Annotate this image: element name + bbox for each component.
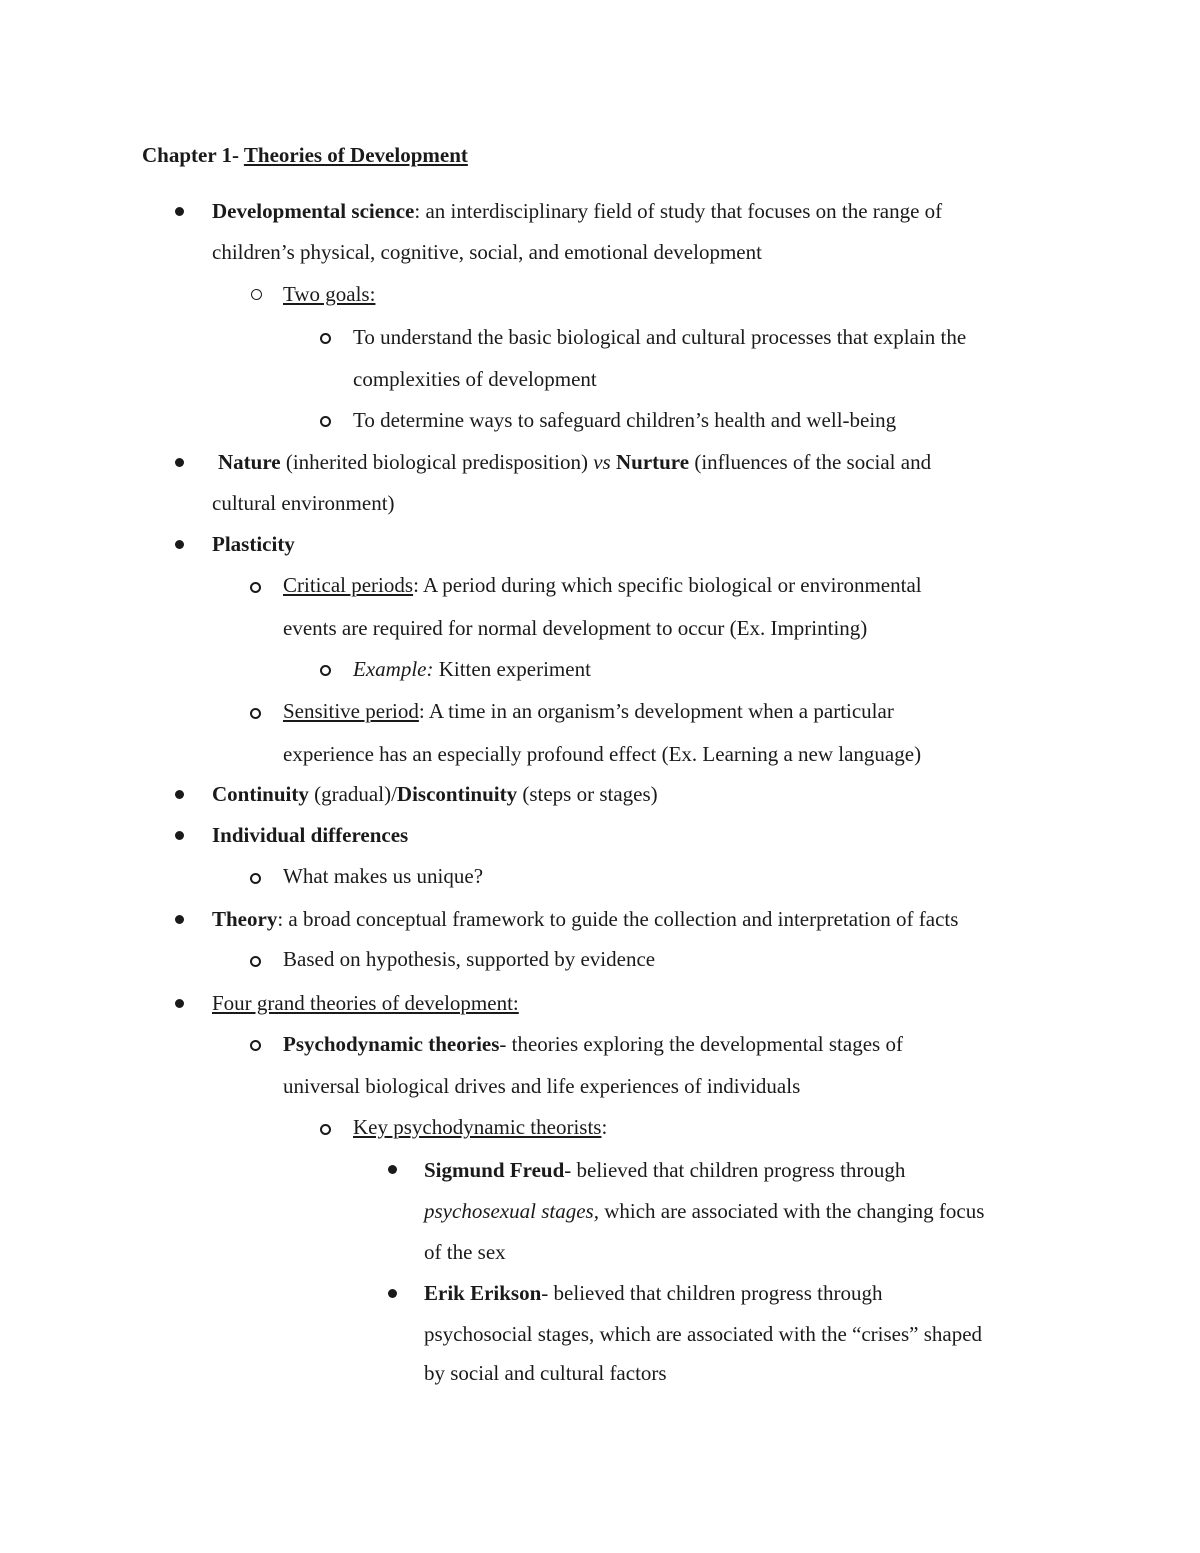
definition-text: of the sex <box>424 1240 506 1264</box>
subheading-four-grand-theories: Four grand theories of development: <box>212 991 519 1015</box>
list-item-sensitive-period <box>283 691 894 732</box>
bullet-circle-icon <box>320 333 331 344</box>
item-text: What makes us unique? <box>283 864 484 888</box>
goal-text: To determine ways to safeguard children’s health and well-being <box>353 408 897 432</box>
list-item-hypothesis <box>283 939 655 980</box>
bullet-hollow-circle-icon <box>251 289 262 300</box>
bullet-dot-icon <box>175 831 184 840</box>
definition-text: experience has an especially profound effect (Ex. Learning a new language) <box>283 742 922 766</box>
theorist-erikson: Erik Erikson <box>424 1281 542 1305</box>
term-nurture: Nurture <box>615 450 690 474</box>
list-item-continuation <box>283 608 867 649</box>
definition-text: universal biological drives and life experiences of individuals <box>283 1074 801 1098</box>
subheading-two-goals: Two goals: <box>283 282 376 306</box>
list-item-example <box>353 649 591 690</box>
list-item-continuation <box>424 1232 506 1273</box>
list-item-continuation <box>424 1191 984 1232</box>
term-nature: Nature <box>218 450 281 474</box>
definition-text: - believed that children progress through <box>541 1281 883 1305</box>
list-item-continuation <box>212 232 762 273</box>
definition-text: (influences of the social and <box>689 450 932 474</box>
bullet-circle-icon <box>250 873 261 884</box>
term-plasticity: Plasticity <box>212 532 295 556</box>
item-text: Based on hypothesis, supported by evidence <box>283 947 656 971</box>
definition-text: by social and cultural factors <box>424 1361 667 1385</box>
definition-text: : A period during which specific biological or environmental <box>413 573 922 597</box>
definition-text: : a broad conceptual framework to guide the collection and interpretation of facts <box>277 907 959 931</box>
colon: : <box>601 1115 608 1139</box>
definition-text: (gradual)/ <box>308 782 397 806</box>
list-item-continuity <box>212 774 658 815</box>
term-discontinuity: Discontinuity <box>396 782 518 806</box>
definition-text: children’s physical, cognitive, social, and emotional development <box>212 240 762 264</box>
list-item-continuation <box>283 1066 800 1107</box>
list-item-continuation <box>353 359 597 400</box>
bullet-circle-icon <box>320 416 331 427</box>
bullet-dot-icon <box>175 207 184 216</box>
bullet-dot-icon <box>175 790 184 799</box>
definition-text: - theories exploring the developmental stages of <box>499 1032 903 1056</box>
definition-text: : an interdisciplinary field of study that focuses on the range of <box>414 199 943 223</box>
list-item-erikson <box>424 1273 882 1314</box>
chapter-number: Chapter 1- <box>142 143 244 167</box>
list-item-goal-1 <box>353 317 966 358</box>
definition-text: : A time in an organism’s development when a particular <box>418 699 894 723</box>
subheading-key-theorists: Key psychodynamic theorists <box>353 1115 602 1139</box>
chapter-title: Theories of Development <box>243 143 468 167</box>
term-developmental-science: Developmental science <box>212 199 415 223</box>
term-sensitive-period: Sensitive period <box>283 699 419 723</box>
chapter-heading <box>142 143 468 168</box>
bullet-circle-icon <box>320 665 331 676</box>
example-text: Kitten experiment <box>433 657 591 681</box>
definition-text: which are associated with the changing focus <box>598 1199 985 1223</box>
list-item-continuation <box>424 1314 982 1355</box>
definition-text: (steps or stages) <box>517 782 658 806</box>
goal-text: To understand the basic biological and cultural processes that explain the <box>353 325 967 349</box>
list-item-critical-periods <box>283 565 922 606</box>
list-item-psychodynamic <box>283 1024 903 1065</box>
term-critical-periods: Critical periods <box>283 573 414 597</box>
definition-text: psychosocial stages, which are associated with the “crises” shaped <box>424 1322 983 1346</box>
goal-text: complexities of development <box>353 367 597 391</box>
list-item-continuation <box>212 483 395 524</box>
bullet-circle-icon <box>320 1124 331 1135</box>
vs-label: vs <box>593 450 611 474</box>
definition-text: (inherited biological predisposition) <box>280 450 594 474</box>
definition-text: events are required for normal development to occur (Ex. Imprinting) <box>283 616 868 640</box>
list-item-continuation <box>424 1353 667 1394</box>
bullet-dot-icon <box>175 458 184 467</box>
list-item-theory <box>212 899 958 940</box>
term-psychodynamic-theories: Psychodynamic theories <box>283 1032 500 1056</box>
list-item-four-grand-theories <box>212 983 519 1024</box>
list-item-two-goals <box>283 274 375 315</box>
term-psychosexual-stages: psychosexual stages, <box>424 1199 599 1223</box>
bullet-dot-icon <box>175 915 184 924</box>
bullet-circle-icon <box>250 1040 261 1051</box>
list-item-individual-differences <box>212 815 408 856</box>
list-item-goal-2 <box>353 400 896 441</box>
list-item-continuation <box>283 734 921 775</box>
list-item-nature-nurture <box>218 442 931 483</box>
list-item-freud <box>424 1150 905 1191</box>
definition-text: cultural environment) <box>212 491 395 515</box>
bullet-dot-icon <box>175 999 184 1008</box>
term-theory: Theory <box>212 907 278 931</box>
bullet-circle-icon <box>250 708 261 719</box>
term-individual-differences: Individual differences <box>212 823 409 847</box>
bullet-dot-icon <box>388 1289 397 1298</box>
bullet-circle-icon <box>250 582 261 593</box>
bullet-dot-icon <box>175 540 184 549</box>
example-label: Example: <box>353 657 434 681</box>
list-item-key-theorists <box>353 1107 607 1148</box>
theorist-freud: Sigmund Freud <box>424 1158 565 1182</box>
list-item-plasticity <box>212 524 295 565</box>
list-item-unique <box>283 856 483 897</box>
list-item-developmental-science <box>212 191 942 232</box>
bullet-dot-icon <box>388 1165 397 1174</box>
bullet-circle-icon <box>250 956 261 967</box>
term-continuity: Continuity <box>212 782 309 806</box>
definition-text: - believed that children progress through <box>564 1158 906 1182</box>
